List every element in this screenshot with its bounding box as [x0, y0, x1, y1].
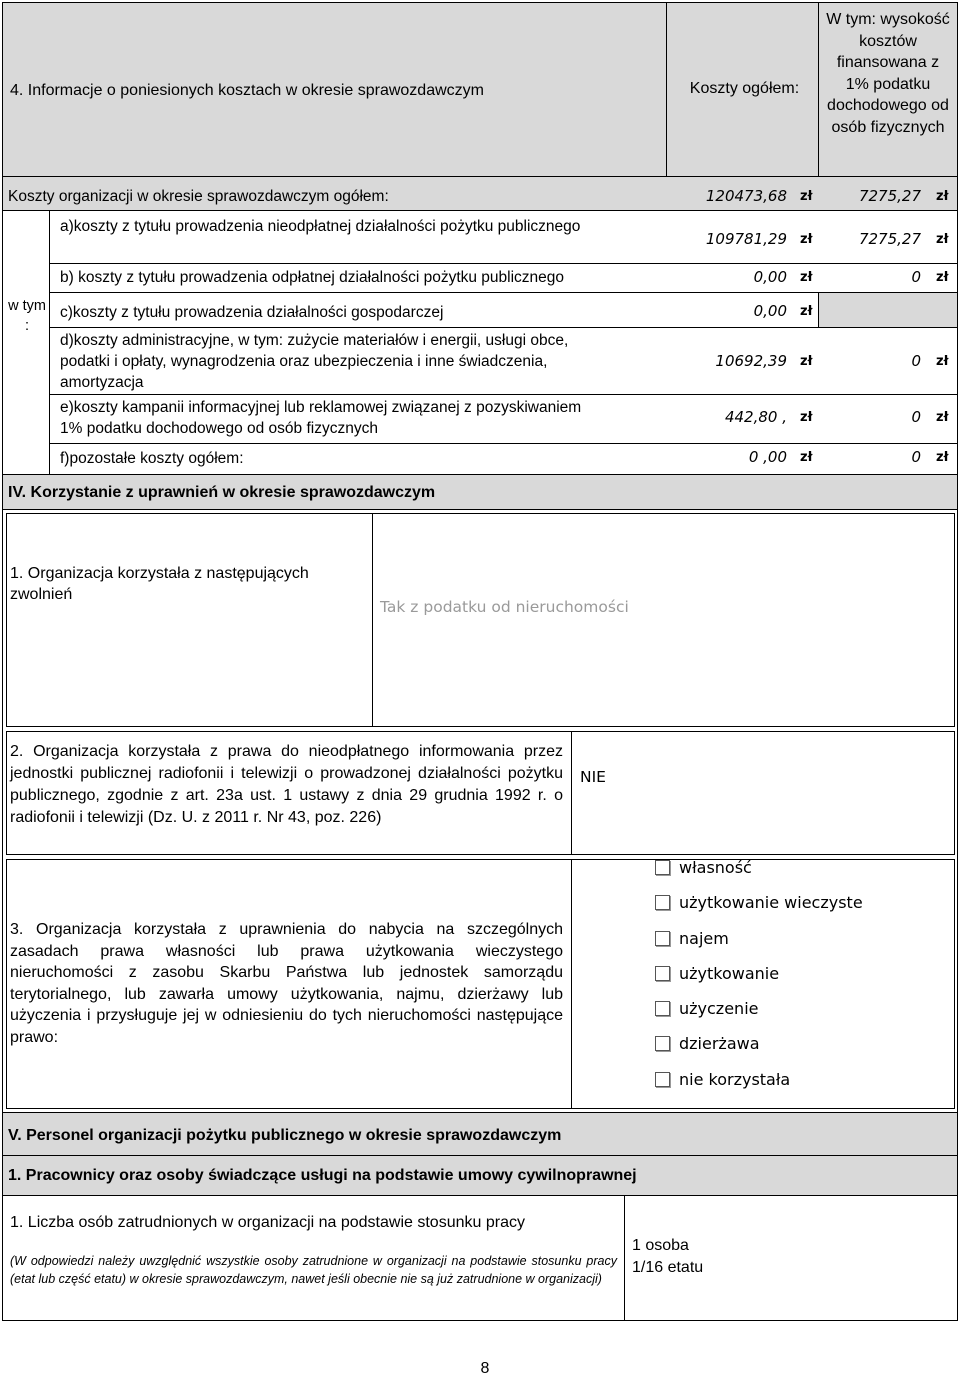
section-v-title: V. Personel organizacji pożytku publicznego w okresie sprawozdawczym — [8, 1127, 562, 1144]
section-v-q1-answer-line1: 1 osoba — [632, 1237, 689, 1254]
q3-option-label: najem — [679, 928, 729, 948]
cost-row-b-value: 0,00 — [753, 268, 787, 286]
costs-total-row-label: Koszty organizacji w okresie sprawozdawczym ogółem: — [8, 188, 389, 205]
cost-row-e-value: 442,80 , — [724, 408, 787, 426]
section-v-q1-label: 1. Liczba osób zatrudnionych w organizacji na podstawie stosunku pracy — [10, 1214, 525, 1231]
section-v-q1-answer-line2: 1/16 etatu — [632, 1259, 704, 1276]
q1-question-cell — [6, 513, 373, 727]
cost-row-d-1pct: 0 — [911, 352, 921, 370]
currency-label: zł — [936, 232, 949, 247]
q2-label: 2. Organizacja korzystała z prawa do nieodpłatnego informowania przez jednostki publicznej radiofonii i telewizji o prowadzonej działalności pożytku publicznego, zgodnie z art. 23a ust. 1 ustawy z dnia 29 grudnia 1992 r. o radiofonii i telewizji (Dz. U. z 2011 r. Nr 43, poz. 226) — [10, 743, 563, 826]
q1-answer-text: Tak z podatku od nieruchomości — [380, 598, 629, 616]
cost-row-d-label: d)koszty administracyjne, w tym: zużycie materiałów i energii, usługi obce, podatki i opłaty, wynagrodzenia oraz ubezpieczenia i inne świadczenia, amortyzacja — [60, 332, 569, 391]
checkbox-icon[interactable] — [655, 860, 670, 875]
q3-option-label: własność — [679, 857, 752, 877]
currency-label: zł — [800, 270, 813, 285]
section-v-sub1-title: 1. Pracownicy oraz osoby świadczące usługi na podstawie umowy cywilnoprawnej — [8, 1167, 637, 1184]
currency-label: zł — [936, 410, 949, 425]
q3-option-uzytkowanie[interactable] — [655, 962, 779, 984]
q3-option-label: użytkowanie — [679, 963, 780, 983]
currency-label: zł — [800, 232, 813, 247]
checkbox-icon[interactable] — [655, 931, 670, 946]
q3-label: 3. Organizacja korzystała z uprawnienia do nabycia na szczególnych zasadach prawa własności lub prawa użytkowania wieczystego nieruchomości z zasobu Skarbu Państwa lub jednostek samorządu terytorialnego, lub zawarła umowy użytkowania, najmu, dzierżawy lub użyczenia i przysługuje jej w odniesieniu do tych nieruchomości następujące prawo: — [10, 921, 563, 1046]
q3-option-label: użyczenie — [679, 998, 759, 1018]
checkbox-icon[interactable] — [655, 966, 670, 981]
cost-row-a-value: 109781,29 — [705, 230, 787, 248]
q3-option-nie-korzystala[interactable] — [655, 1068, 790, 1090]
wtym-side-cell — [2, 210, 50, 475]
cost-row-a-label: a)koszty z tytułu prowadzenia nieodpłatnej działalności pożytku publicznego — [60, 218, 581, 235]
cost-row-e-label: e)koszty kampanii informacyjnej lub reklamowej związanej z pozyskiwaniem 1% podatku dochodowego od osób fizycznych — [60, 399, 582, 437]
cost-row-d-value: 10692,39 — [715, 352, 787, 370]
checkbox-icon[interactable] — [655, 1036, 670, 1051]
cost-row-e-1pct: 0 — [911, 408, 921, 426]
q2-answer-text: NIE — [580, 768, 606, 786]
currency-label: zł — [936, 270, 949, 285]
currency-label: zł — [800, 450, 813, 465]
section-v-q1-note: (W odpowiedzi należy uwzględnić wszystkie osoby zatrudnione w organizacji na podstawie stosunku pracy (etat lub część etatu) w okresie sprawozdawczym, nawet jeśli obecnie nie są już zatrudnione w organizacji) — [10, 1254, 617, 1286]
q1-label: 1. Organizacja korzystała z następujących zwolnień — [10, 565, 309, 603]
currency-label: zł — [800, 354, 813, 369]
currency-label: zł — [936, 354, 949, 369]
checkbox-icon[interactable] — [655, 1001, 670, 1016]
checkbox-icon[interactable] — [655, 895, 670, 910]
costs-section-title: 4. Informacje o poniesionych kosztach w okresie sprawozdawczym — [10, 82, 484, 99]
costs-total-value: 120473,68 — [705, 187, 787, 205]
q3-option-uzytkowanie-wieczyste[interactable] — [655, 891, 863, 913]
cost-row-f-1pct: 0 — [911, 448, 921, 466]
currency-label: zł — [800, 304, 813, 319]
cost-row-f-value: 0 ,00 — [748, 448, 787, 466]
q3-option-wlasnosc[interactable] — [655, 856, 752, 878]
q2-answer-field[interactable] — [571, 731, 955, 855]
cost-row-b-label: b) koszty z tytułu prowadzenia odpłatnej działalności pożytku publicznego — [60, 269, 565, 286]
costs-total-1pct-value: 7275,27 — [858, 187, 921, 205]
q3-option-najem[interactable] — [655, 927, 729, 949]
costs-1pct-column-label: W tym: wysokość kosztów finansowana z 1% podatku dochodowego od osób fizycznych — [826, 11, 950, 136]
q3-option-dzierzawa[interactable] — [655, 1032, 760, 1054]
currency-label: zł — [936, 189, 949, 204]
q3-option-uzyczenie[interactable] — [655, 997, 758, 1019]
q3-option-label: dzierżawa — [679, 1033, 760, 1053]
q3-option-label: nie korzystała — [679, 1069, 791, 1089]
cost-row-c-1pct-disabled — [818, 292, 958, 328]
wtym-label: w tym : — [8, 298, 46, 334]
currency-label: zł — [800, 410, 813, 425]
cost-row-c-value: 0,00 — [753, 302, 787, 320]
page-number: 8 — [480, 1360, 490, 1377]
q1-answer-field[interactable] — [372, 513, 955, 727]
cost-row-f-label: f)pozostałe koszty ogółem: — [60, 450, 244, 467]
cost-row-a-1pct: 7275,27 — [858, 230, 921, 248]
currency-label: zł — [936, 450, 949, 465]
cost-row-b-1pct: 0 — [911, 268, 921, 286]
currency-label: zł — [800, 189, 813, 204]
costs-total-column-label: Koszty ogółem: — [689, 80, 800, 97]
checkbox-icon[interactable] — [655, 1072, 670, 1087]
q3-option-label: użytkowanie wieczyste — [679, 892, 863, 912]
cost-row-c-label: c)koszty z tytułu prowadzenia działalności gospodarczej — [60, 304, 444, 321]
section-iv-title: IV. Korzystanie z uprawnień w okresie sprawozdawczym — [8, 484, 436, 501]
